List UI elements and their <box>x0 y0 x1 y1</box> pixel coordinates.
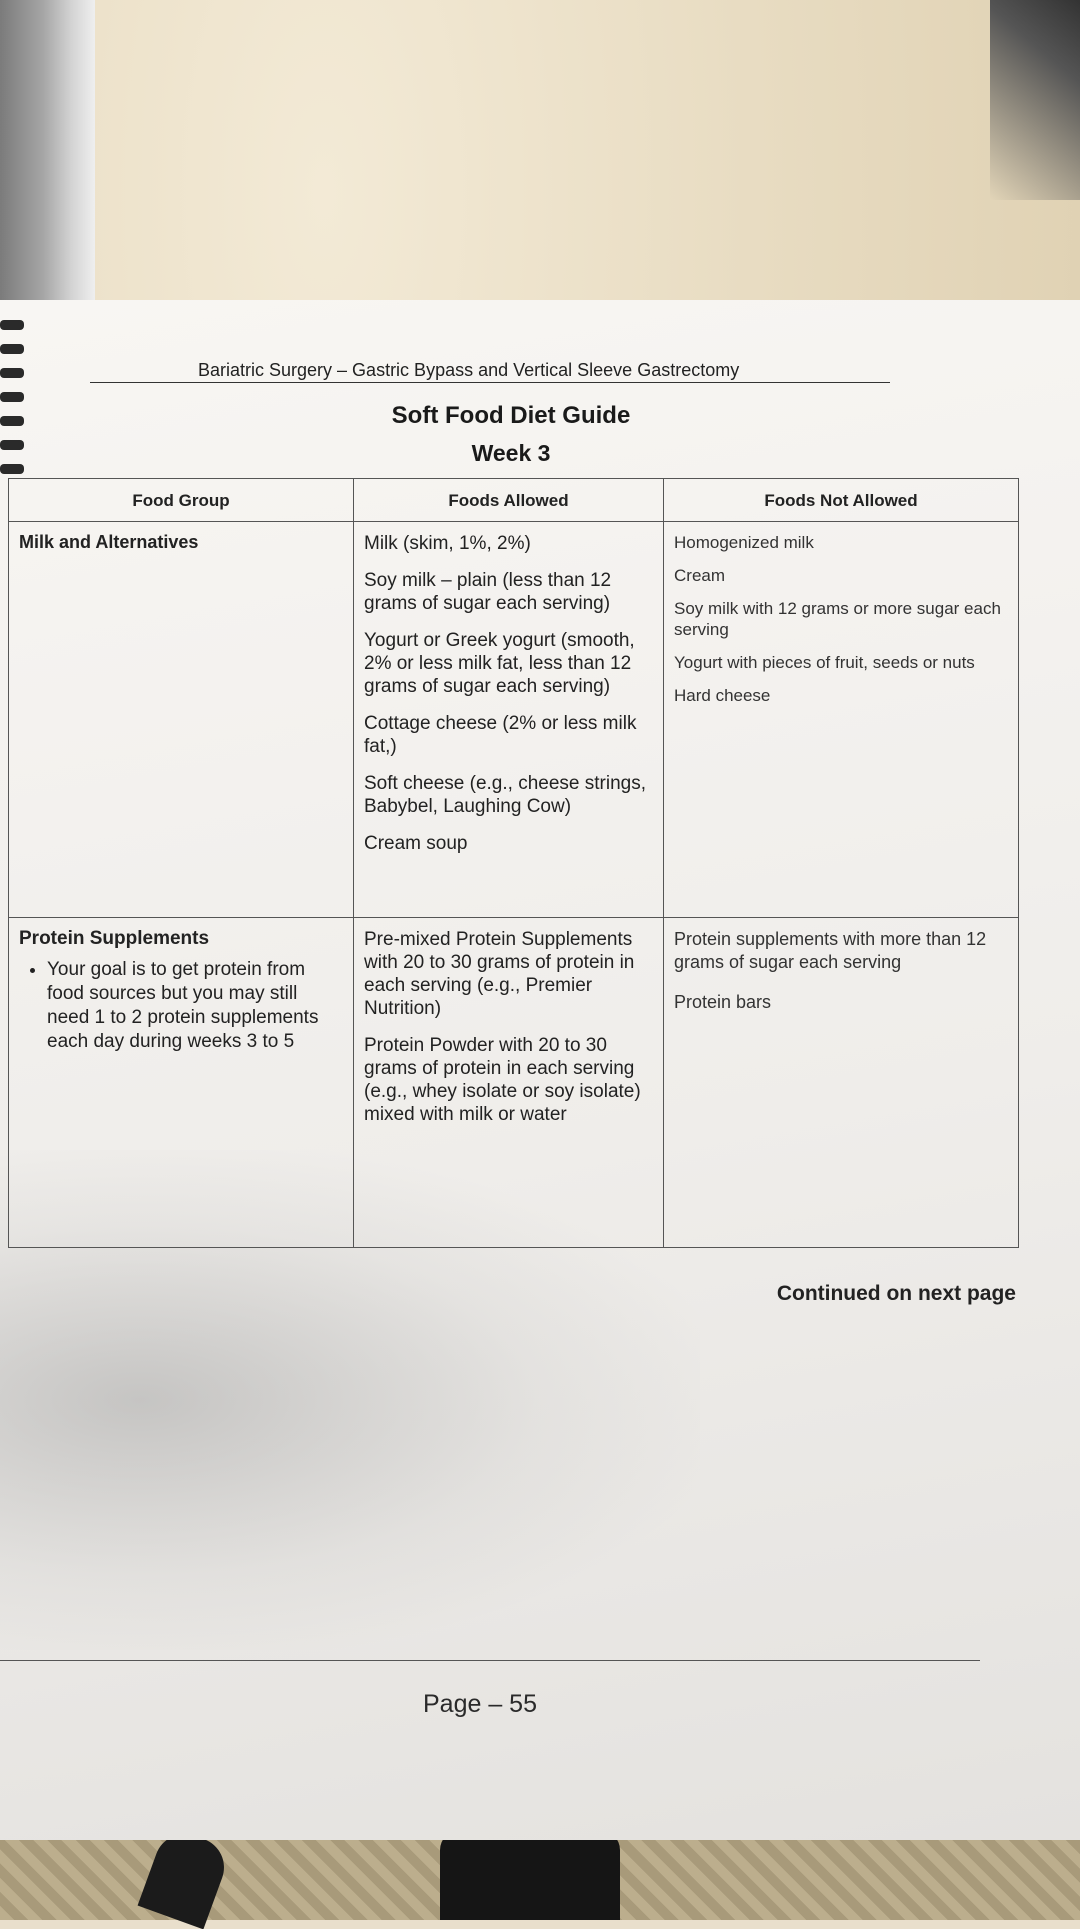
allowed-item: Soft cheese (e.g., cheese strings, Babybel, Laughing Cow) <box>364 773 646 817</box>
food-group-name: Protein Supplements <box>19 928 210 949</box>
foods-not-allowed-cell <box>664 522 1019 918</box>
column-header-foods-allowed: Foods Allowed <box>354 479 664 522</box>
food-group-notes <box>19 958 343 1054</box>
table-row <box>9 522 1019 918</box>
not-allowed-item: Yogurt with pieces of fruit, seeds or nuts <box>674 653 975 672</box>
allowed-item: Milk (skim, 1%, 2%) <box>364 533 531 554</box>
foods-allowed-cell <box>354 918 664 1248</box>
allowed-item: Yogurt or Greek yogurt (smooth, 2% or less milk fat, less than 12 grams of sugar each serving) <box>364 630 635 697</box>
footer-rule <box>0 1660 980 1661</box>
not-allowed-item: Hard cheese <box>674 686 771 705</box>
spiral-ring <box>0 368 24 378</box>
diet-guide-table <box>8 478 1019 1248</box>
food-group-cell <box>9 918 354 1248</box>
foot <box>440 1830 620 1920</box>
spiral-ring <box>0 344 24 354</box>
page-subtitle: Week 3 <box>471 440 551 466</box>
spiral-ring <box>0 320 24 330</box>
allowed-item: Protein Powder with 20 to 30 grams of protein in each serving (e.g., whey isolate or soy isolate) mixed with milk or water <box>364 1035 641 1125</box>
page-title: Soft Food Diet Guide <box>391 402 631 429</box>
table-row <box>9 918 1019 1248</box>
allowed-item: Cream soup <box>364 833 468 854</box>
header-rule <box>90 382 890 383</box>
foods-not-allowed-cell <box>664 918 1019 1248</box>
foods-allowed-cell <box>354 522 664 918</box>
food-group-cell <box>9 522 354 918</box>
allowed-item: Soy milk – plain (less than 12 grams of sugar each serving) <box>364 570 612 614</box>
page-number: Page – 55 <box>423 1690 537 1718</box>
running-header: Bariatric Surgery – Gastric Bypass and Vertical Sleeve Gastrectomy <box>198 360 740 380</box>
not-allowed-item: Soy milk with 12 grams or more sugar each serving <box>674 599 1001 639</box>
not-allowed-item: Homogenized milk <box>674 533 814 552</box>
spiral-ring <box>0 392 24 402</box>
not-allowed-item: Protein supplements with more than 12 grams of sugar each serving <box>674 929 987 972</box>
column-header-food-group: Food Group <box>9 479 354 522</box>
not-allowed-item: Cream <box>674 566 726 585</box>
column-header-foods-not-allowed: Foods Not Allowed <box>664 479 1019 522</box>
binder-edge <box>0 0 95 320</box>
background-shadow <box>990 0 1080 200</box>
allowed-item: Cottage cheese (2% or less milk fat,) <box>364 713 637 757</box>
allowed-item: Pre-mixed Protein Supplements with 20 to 30 grams of protein in each serving (e.g., Premier Nutrition) <box>364 929 635 1019</box>
note-item: • Your goal is to get protein from food sources but you may still need 1 to 2 protein supplements each day during weeks 3 to 5 <box>47 958 343 1054</box>
continued-note: Continued on next page <box>776 1282 1016 1305</box>
food-group-name: Milk and Alternatives <box>19 532 199 552</box>
table-header-row <box>9 479 1019 522</box>
not-allowed-item: Protein bars <box>674 992 772 1012</box>
